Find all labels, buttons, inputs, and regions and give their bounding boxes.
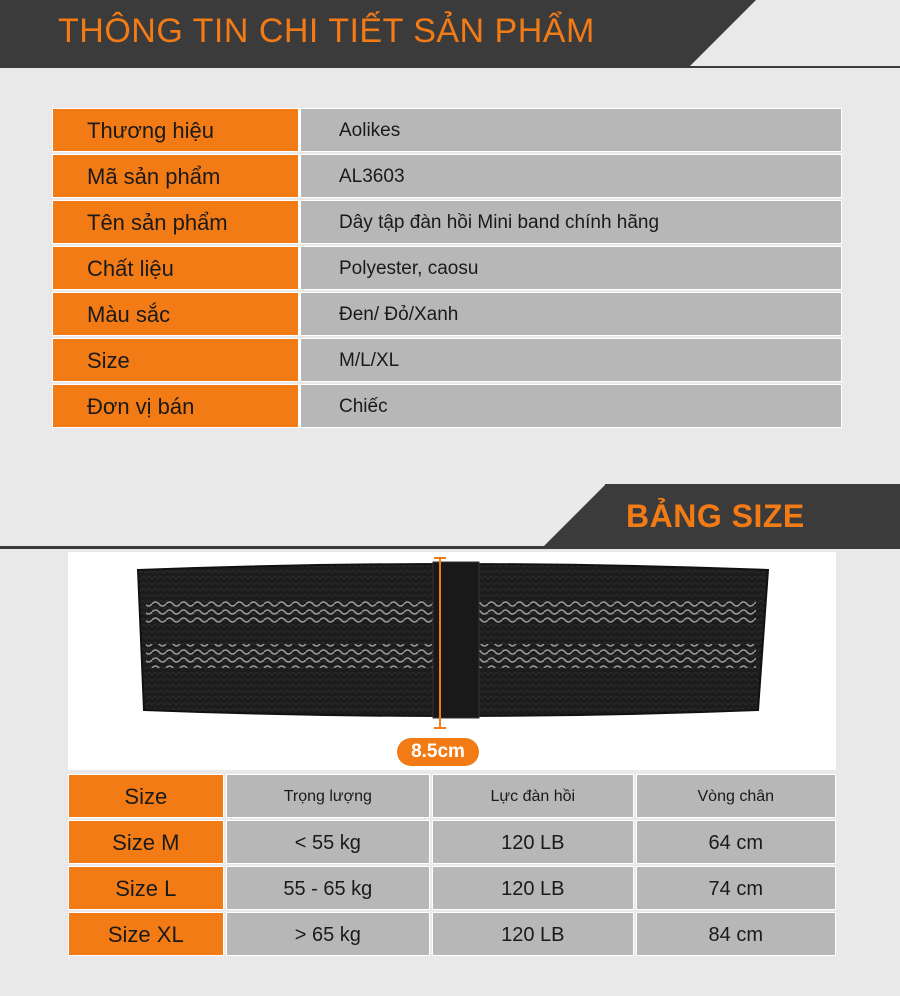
info-row-unit (52, 384, 842, 430)
info-label: Màu sắc (52, 292, 300, 336)
info-value: Dây tập đàn hồi Mini band chính hãng (300, 200, 842, 244)
info-label: Mã sản phẩm (52, 154, 300, 198)
header-weight: Trọng lượng (226, 774, 430, 818)
info-row-name (52, 200, 842, 246)
banner-angle (690, 0, 756, 66)
header-size: Size (68, 774, 224, 818)
top-banner (0, 0, 900, 70)
force-cell: 120 LB (432, 866, 633, 910)
info-row-size (52, 338, 842, 384)
table-row (68, 866, 836, 912)
size-banner-line (0, 546, 900, 549)
banner-underline (0, 66, 900, 68)
info-row-color (52, 292, 842, 338)
table-row (68, 912, 836, 958)
info-row-sku (52, 154, 842, 200)
header-leg-circumference: Vòng chân (636, 774, 836, 818)
size-section-title: BẢNG SIZE (626, 498, 805, 534)
size-table (68, 774, 836, 958)
product-info-table (52, 108, 842, 430)
circumference-cell: 64 cm (636, 820, 836, 864)
header-elastic-force: Lực đàn hồi (432, 774, 633, 818)
width-measure-label: 8.5cm (397, 738, 479, 766)
info-value: M/L/XL (300, 338, 842, 382)
weight-cell: > 65 kg (226, 912, 430, 956)
info-value: Đen/ Đỏ/Xanh (300, 292, 842, 336)
size-banner-angle (542, 484, 606, 548)
size-table-header (68, 774, 836, 820)
force-cell: 120 LB (432, 820, 633, 864)
size-label: Size XL (68, 912, 224, 956)
weight-cell: < 55 kg (226, 820, 430, 864)
info-label: Chất liệu (52, 246, 300, 290)
force-cell: 120 LB (432, 912, 633, 956)
table-row (68, 820, 836, 866)
info-value: Chiếc (300, 384, 842, 428)
circumference-cell: 84 cm (636, 912, 836, 956)
info-row-brand (52, 108, 842, 154)
weight-cell: 55 - 65 kg (226, 866, 430, 910)
size-label: Size L (68, 866, 224, 910)
size-label: Size M (68, 820, 224, 864)
circumference-cell: 74 cm (636, 866, 836, 910)
info-label: Thương hiệu (52, 108, 300, 152)
info-label: Tên sản phẩm (52, 200, 300, 244)
info-label: Size (52, 338, 300, 382)
info-row-material (52, 246, 842, 292)
page-title: THÔNG TIN CHI TIẾT SẢN PHẨM (58, 12, 595, 50)
info-value: Aolikes (300, 108, 842, 152)
info-label: Đơn vị bán (52, 384, 300, 428)
info-value: AL3603 (300, 154, 842, 198)
info-value: Polyester, caosu (300, 246, 842, 290)
